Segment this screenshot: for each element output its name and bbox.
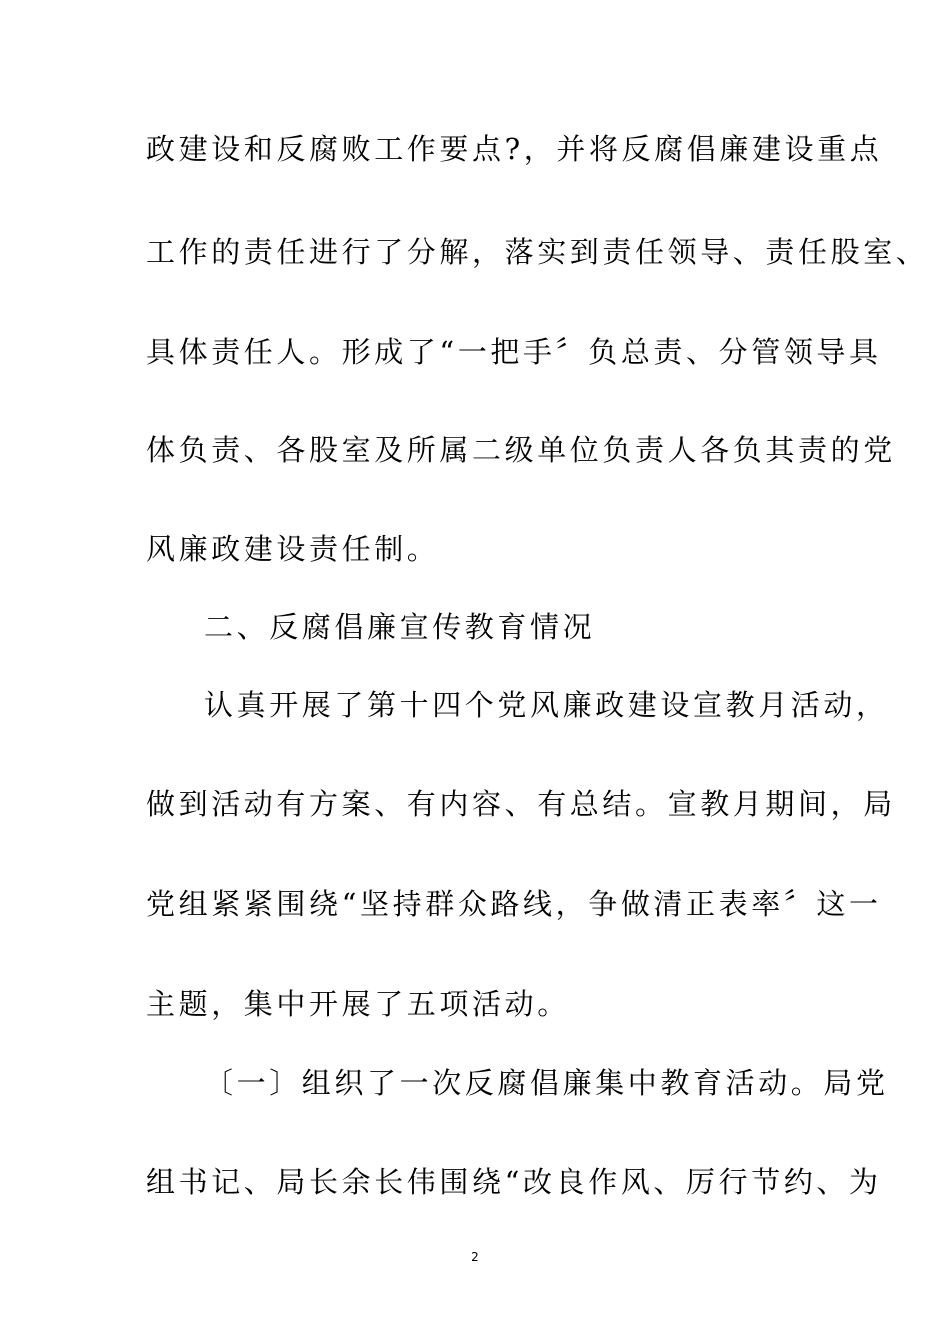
body-text-line: 组书记、局长余长伟围绕“改良作风、厉行节约、为 [146,1165,882,1199]
body-text-line: 工作的责任进行了分解，落实到责任领导、责任股室、 [146,235,929,269]
body-text-line: 认真开展了第十四个党风廉政建设宣教月活动， [204,688,889,722]
body-text-line: 具体责任人。形成了“一把手〞负总责、分管领导具 [146,335,882,369]
body-text-line: 体负责、各股室及所属二级单位负责人各负其责的党 [146,433,896,467]
body-text-line: 党组紧紧围绕“坚持群众路线，争做清正表率〞这一 [146,887,882,921]
section-heading: 二、反腐倡廉宣传教育情况 [204,610,596,644]
body-text-line: 做到活动有方案、有内容、有总结。宣教月期间，局 [146,787,896,821]
body-text-line: 风廉政建设责任制。 [146,532,440,566]
body-text-line: 〔一〕组织了一次反腐倡廉集中教育活动。局党 [204,1066,889,1100]
page-number: 2 [471,1250,479,1264]
body-text-line: 主题，集中开展了五项活动。 [146,987,570,1021]
body-text-line: 政建设和反腐败工作要点?，并将反腐倡廉建设重点 [146,132,883,166]
